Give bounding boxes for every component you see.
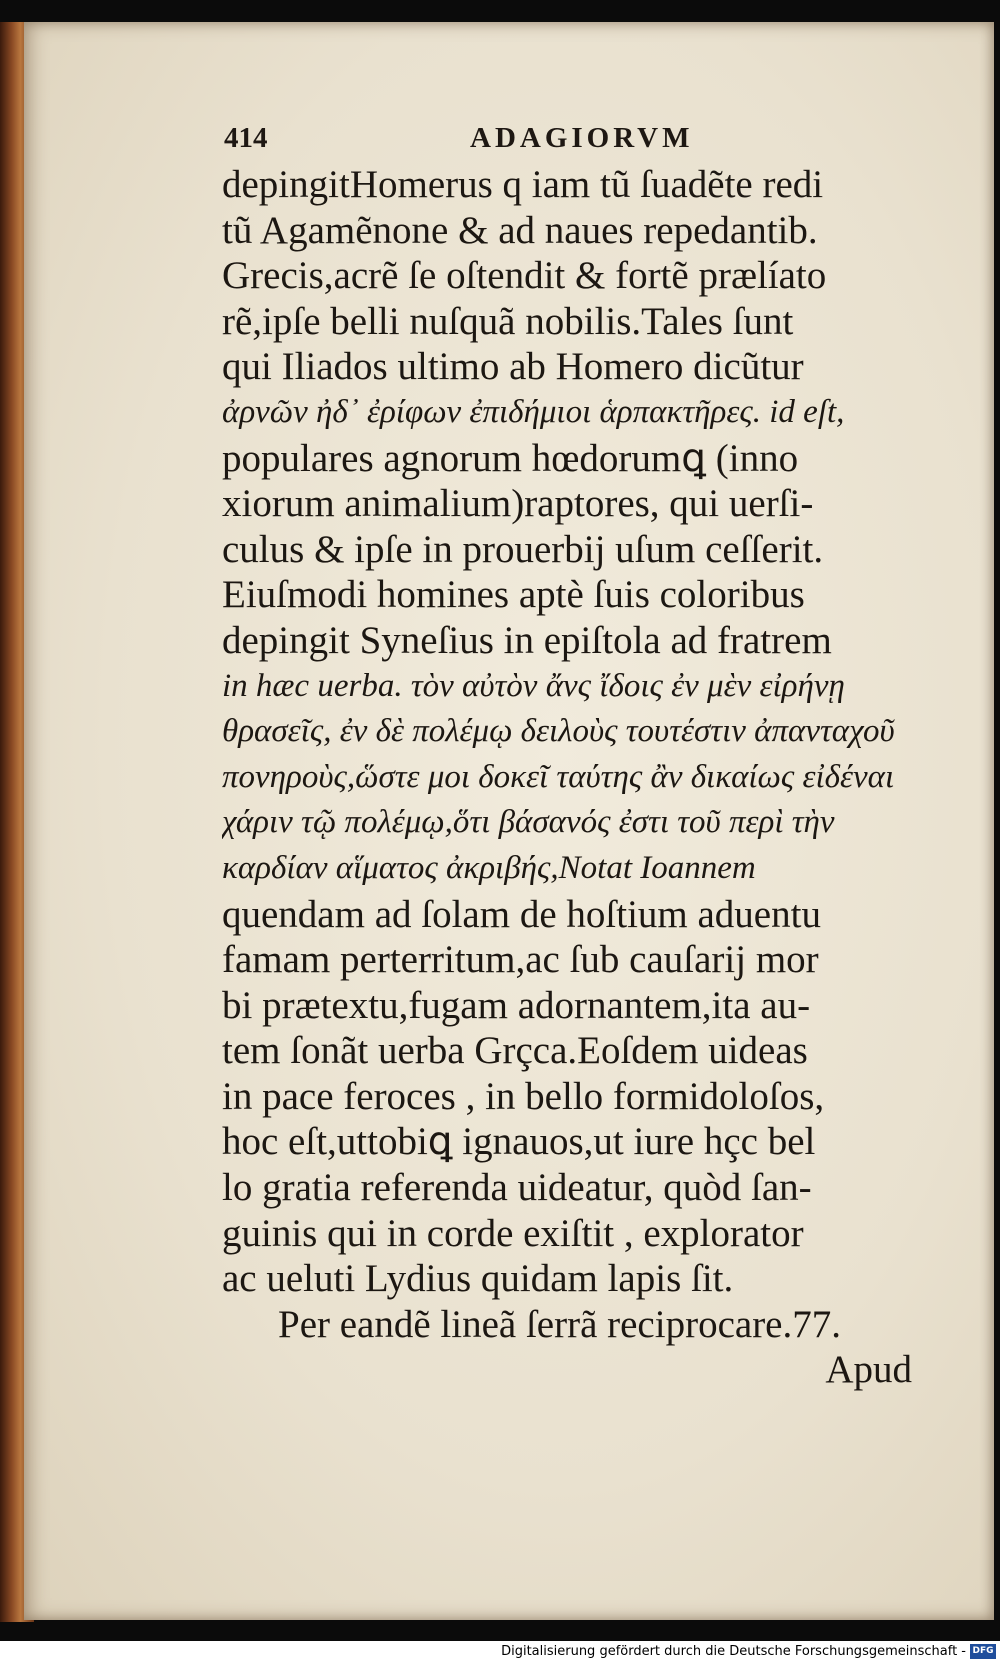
- body-line: quendam ad ſolam de hoſtium aduentu: [222, 892, 821, 936]
- body-line: famam perterritum,ac ſub cauſarij mor: [222, 938, 819, 982]
- body-line: xiorum animalium)raptores, qui uerſi-: [222, 482, 814, 526]
- body-line-greek: χάριν τῷ πολέμῳ,ὅτι βάσανός ἐστι τοῦ περὶ τὴν: [222, 804, 835, 841]
- body-line-greek: θρασεῖς, ἐν δὲ πολέμῳ δειλοὺς τουτέστιν ἀπανταχοῦ: [222, 713, 895, 750]
- catchword: Apud: [825, 1348, 912, 1392]
- body-line: guinis qui in corde exiſtit , explorator: [222, 1211, 804, 1255]
- body-line-greek: καρδίαν αἵματος ἀκριβής,Notat Ioannem: [222, 849, 756, 886]
- body-line: depingitHomerus q iam tũ ſuadẽte redi: [222, 163, 824, 206]
- body-line: tũ Agamẽnone & ad naues repedantib.: [222, 208, 818, 252]
- body-line: culus & ipſe in prouerbij uſum ceſſerit.: [222, 527, 824, 571]
- footer-bar: [0, 1641, 1000, 1664]
- adage-title: Per eandẽ lineã ſerrã reciprocare.77.: [278, 1302, 841, 1346]
- running-head: ADAGIORVM: [470, 122, 694, 154]
- body-line: populares agnorum hœdorumꝗ (inno: [222, 436, 799, 480]
- body-line: Eiuſmodi homines aptè ſuis coloribus: [222, 573, 805, 617]
- body-line: qui Iliados ultimo ab Homero dicũtur: [222, 345, 804, 389]
- body-line: ac ueluti Lydius quidam lapis ſit.: [222, 1257, 734, 1301]
- body-line: bi prætextu,fugam adornantem,ita au-: [222, 983, 811, 1027]
- text-block: [222, 162, 916, 1393]
- body-line: depingit Syneſius in epiſtola ad fratrem: [222, 618, 832, 662]
- page-header: [224, 122, 744, 156]
- body-line-greek: in hæc uerba. τὸν αὐτὸν ἄνς ἴδοις ἐν μὲν εἰρήνῃ: [222, 667, 845, 704]
- body-line: tem ſonãt uerba Grçca.Eoſdem uideas: [222, 1029, 808, 1073]
- body-line: lo gratia referenda uideatur, quòd ſan-: [222, 1166, 812, 1210]
- body-line: in pace feroces , in bello formidoloſos,: [222, 1074, 825, 1118]
- page-number: 414: [224, 122, 268, 154]
- body-line: rẽ,ipſe belli nuſquã nobilis.Tales ſunt: [222, 299, 794, 343]
- body-line: hoc eſt,uttobiꝗ ignauos,ut iure hçc bel: [222, 1120, 816, 1164]
- body-line-greek: πονηροὺς,ὥστε μοι δοκεῖ ταύτης ἂν δικαίως εἰδέναι: [222, 758, 895, 795]
- digitization-note: Digitalisierung gefördert durch die Deutsche Forschungsgemeinschaft -: [501, 1644, 966, 1659]
- body-line: Grecis,acrẽ ſe oſtendit & fortẽ prælíato: [222, 254, 827, 298]
- body-line-greek: ἀρνῶν ἠδ᾽ ἐρίφων ἐπιδήμιοι ἁρπακτῆρες. id eſt,: [222, 393, 845, 430]
- dfg-logo-icon: DFG: [970, 1644, 996, 1659]
